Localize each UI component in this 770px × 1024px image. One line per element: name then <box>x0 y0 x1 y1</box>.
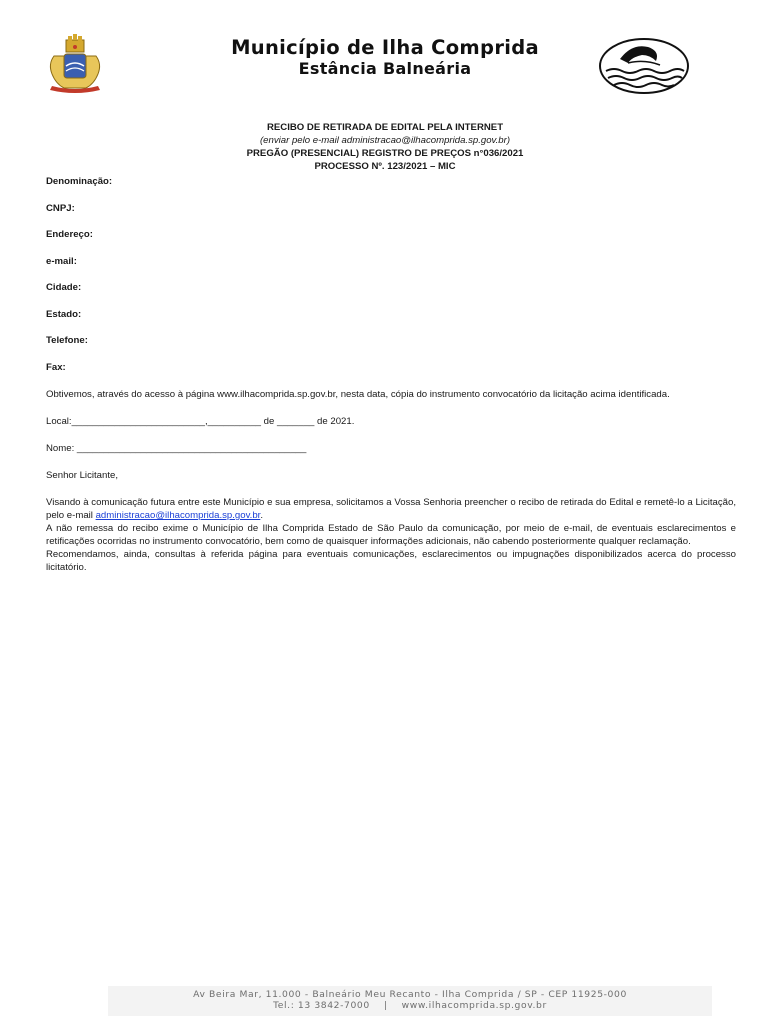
document-title: RECIBO DE RETIRADA DE EDITAL PELA INTERNET <box>266 122 504 133</box>
nome-line: Nome: ___________________________________________ <box>46 443 307 454</box>
recommendation-paragraph: Recomendamos, ainda, consultas à referida página para eventuais comunicações, esclarecimentos ou impugnações disponibilizados acerca do processo licitatório. <box>46 549 736 573</box>
form-fields <box>46 175 112 387</box>
disclaimer-paragraph: A não remessa do recibo exime o Município de Ilha Comprida Estado de São Paulo da comunicação, por meio de e-mail, de eventuais esclarecimentos e retificações ocorridas no instrumento convocatório, bem como de quaisquer informações adicionais, não cabendo posteriormente qualquer reclamação. <box>46 523 736 547</box>
field-estado: Estado: <box>46 308 82 320</box>
field-telefone: Telefone: <box>46 335 88 346</box>
processo-line: PROCESSO Nº. 123/2021 – MIC <box>314 161 456 172</box>
document-instruction: (enviar pelo e-mail administracao@ilhacomprida.sp.gov.br) <box>259 135 511 146</box>
field-denominacao: Denominação: <box>46 176 113 187</box>
municipal-emblem-icon <box>598 37 690 95</box>
local-line: Local:_________________________,__________ de _______ de 2021. <box>46 416 355 427</box>
field-email: e-mail: <box>46 255 77 267</box>
footer <box>108 986 712 1016</box>
municipality-subtitle: Estância Balneária <box>298 59 472 78</box>
footer-address: Av Beira Mar, 11.000 - Balneário Meu Recanto - Ilha Comprida / SP - CEP 11925-000 <box>193 989 627 1000</box>
email-link[interactable]: administracao@ilhacomprida.sp.gov.br <box>95 510 261 521</box>
instruction-paragraph <box>46 496 736 522</box>
instruction-text: Visando à comunicação futura entre este Município e sua empresa, solicitamos a Vossa Senhoria preencher o recibo de retirada do Edital e remetê-lo a Licitação, pelo e-mail <box>46 497 736 521</box>
document-title-block <box>0 121 770 173</box>
field-fax: Fax: <box>46 361 66 373</box>
obtained-statement: Obtivemos, através do acesso à página www.ilhacomprida.sp.gov.br, nesta data, cópia do instrumento convocatório da licitação acima identificada. <box>46 389 670 400</box>
field-cidade: Cidade: <box>46 282 82 293</box>
footer-contact: Tel.: 13 3842-7000 | www.ilhacomprida.sp.gov.br <box>273 1000 547 1011</box>
municipality-title: Município de Ilha Comprida <box>231 36 539 59</box>
field-cnpj: CNPJ: <box>46 202 75 214</box>
greeting: Senhor Licitante, <box>46 470 118 481</box>
document-body <box>46 388 736 574</box>
field-endereco: Endereço: <box>46 229 93 240</box>
instruction-end: . <box>260 510 264 521</box>
pregao-line: PREGÃO (PRESENCIAL) REGISTRO DE PREÇOS n°036/2021 <box>246 148 524 159</box>
